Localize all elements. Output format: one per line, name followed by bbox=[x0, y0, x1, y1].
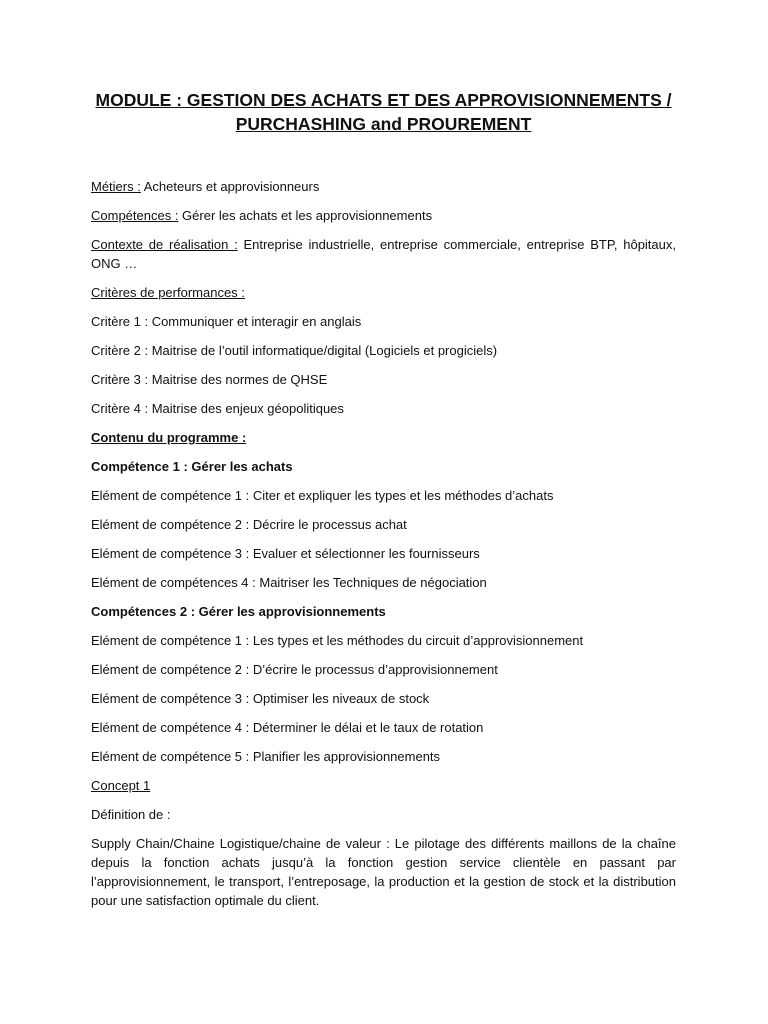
title-line-1: MODULE : GESTION DES ACHATS ET DES APPROVISIONNEMENTS / bbox=[95, 90, 672, 110]
competence-1-element-4 bbox=[91, 573, 676, 592]
competence-2-heading: Compétences 2 : Gérer les approvisionnements bbox=[91, 604, 386, 619]
document-title bbox=[91, 0, 676, 136]
competence-2-element-2 bbox=[91, 660, 676, 679]
element-value: Citer et expliquer les types et les méthodes d’achats bbox=[249, 488, 554, 503]
contenu-heading: Contenu du programme : bbox=[91, 430, 247, 445]
element-label: Elément de compétence 4 : bbox=[91, 720, 250, 735]
metiers-line bbox=[91, 177, 676, 196]
competences-label: Compétences : bbox=[91, 208, 179, 223]
contexte-label: Contexte de réalisation : bbox=[91, 237, 238, 252]
competence-1-element-2 bbox=[91, 515, 676, 534]
critere-3 bbox=[91, 370, 676, 389]
competence-1-heading: Compétence 1 : Gérer les achats bbox=[91, 459, 293, 474]
element-value: Maitriser les Techniques de négociation bbox=[255, 575, 487, 590]
competence-2-element-3 bbox=[91, 689, 676, 708]
criteres-heading: Critères de performances : bbox=[91, 285, 245, 300]
element-label: Elément de compétence 3 : bbox=[91, 691, 250, 706]
competences-value: Gérer les achats et les approvisionnements bbox=[178, 208, 433, 223]
metiers-label: Métiers : bbox=[91, 179, 141, 194]
element-label: Elément de compétence 2 : bbox=[91, 662, 250, 677]
critere-label: Critère 3 : bbox=[91, 372, 149, 387]
element-label: Elément de compétence 3 : bbox=[91, 546, 250, 561]
element-value: Planifier les approvisionnements bbox=[249, 749, 441, 764]
critere-label: Critère 4 : bbox=[91, 401, 149, 416]
critere-value: Maitrise de l’outil informatique/digital (Logiciels et progiciels) bbox=[148, 343, 498, 358]
contexte-value: Entreprise industrielle, entreprise commerciale, entreprise BTP, hôpitaux, ONG … bbox=[91, 237, 676, 271]
critere-value: Maitrise des enjeux géopolitiques bbox=[148, 401, 344, 416]
critere-label: Critère 1 : bbox=[91, 314, 149, 329]
element-value: Optimiser les niveaux de stock bbox=[249, 691, 430, 706]
supply-chain-term: Supply Chain/Chaine Logistique/chaine de valeur : bbox=[91, 836, 390, 851]
element-label: Elément de compétence 2 : bbox=[91, 517, 250, 532]
supply-chain-paragraph bbox=[91, 834, 676, 910]
competence-1-element-3 bbox=[91, 544, 676, 563]
competence-2-element-5 bbox=[91, 747, 676, 766]
title-line-2: PURCHASHING and PROUREMENT bbox=[235, 114, 532, 134]
element-value: Les types et les méthodes du circuit d’approvisionnement bbox=[249, 633, 584, 648]
critere-label: Critère 2 : bbox=[91, 343, 149, 358]
supply-chain-definition: Le pilotage des différents maillons de la chaîne depuis la fonction achats jusqu’à la fonction gestion service clientèle en passant par l’approvisionnement, le transport, l’entreposage, la production et la gestion de stock et la distribution pour une satisfaction optimale du client. bbox=[91, 836, 677, 908]
metiers-value: Acheteurs et approvisionneurs bbox=[140, 179, 320, 194]
critere-value: Maitrise des normes de QHSE bbox=[148, 372, 328, 387]
element-label: Elément de compétences 4 : bbox=[91, 575, 256, 590]
competences-line bbox=[91, 206, 676, 225]
element-value: Décrire le processus achat bbox=[249, 517, 407, 532]
element-value: D’écrire le processus d’approvisionnement bbox=[249, 662, 498, 677]
concept-heading: Concept 1 bbox=[91, 778, 151, 793]
competence-2-element-4 bbox=[91, 718, 676, 737]
element-label: Elément de compétence 1 : bbox=[91, 488, 250, 503]
critere-1 bbox=[91, 312, 676, 331]
element-value: Evaluer et sélectionner les fournisseurs bbox=[249, 546, 480, 561]
competence-2-element-1 bbox=[91, 631, 676, 650]
critere-2 bbox=[91, 341, 676, 360]
critere-value: Communiquer et interagir en anglais bbox=[148, 314, 362, 329]
critere-4 bbox=[91, 399, 676, 418]
element-label: Elément de compétence 5 : bbox=[91, 749, 250, 764]
element-value: Déterminer le délai et le taux de rotation bbox=[249, 720, 484, 735]
contexte-paragraph bbox=[91, 235, 676, 273]
document-body bbox=[91, 177, 676, 910]
competence-1-element-1 bbox=[91, 486, 676, 505]
definition-heading: Définition de : bbox=[91, 807, 171, 822]
element-label: Elément de compétence 1 : bbox=[91, 633, 250, 648]
